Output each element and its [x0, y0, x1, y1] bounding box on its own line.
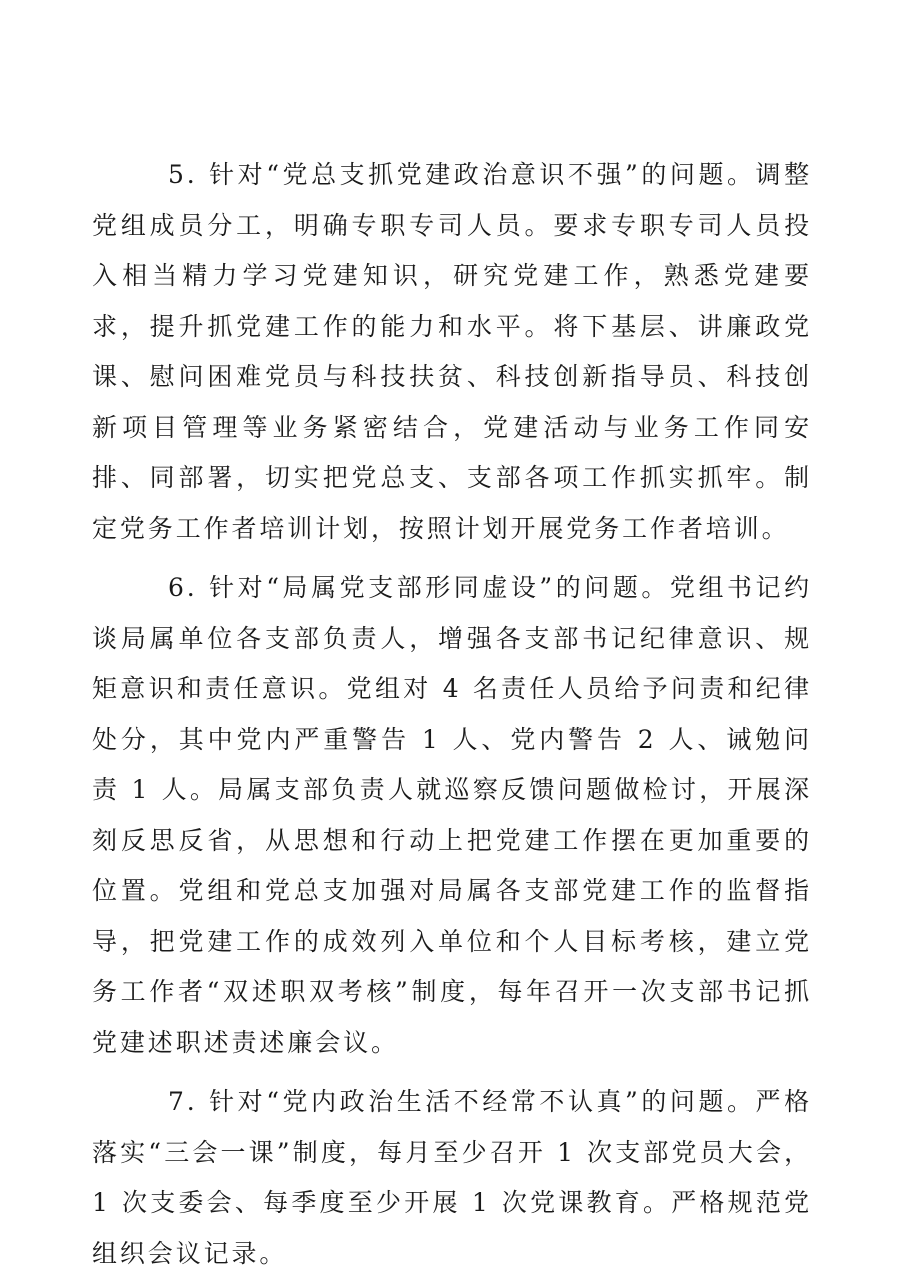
- paragraph-7: 7. 针对“党内政治生活不经常不认真”的问题。严格落实“三会一课”制度，每月至少召开 1 次支部党员大会，1 次支委会、每季度至少开展 1 次党课教育。严格规范党组织会议记录。: [92, 1087, 812, 1268]
- paragraph-6: 6. 针对“局属党支部形同虚设”的问题。党组书记约谈局属单位各支部负责人，增强各支部书记纪律意识、规矩意识和责任意识。党组对 4 名责任人员给予问责和纪律处分，其中党内严重警告 1 人、党内警告 2 人、诫勉问责 1 人。局属支部负责人就巡察反馈问题做检讨，开展深刻反思反省，从思想和行动上把党建工作摆在更加重要的位置。党组和党总支加强对局属各支部党建工作的监督指导，把党建工作的成效列入单位和个人目标考核，建立党务工作者“双述职双考核”制度，每年召开一次支部书记抓党建述职述责述廉会议。: [92, 573, 812, 1057]
- document-body: [92, 150, 812, 1279]
- paragraph-5: 5. 针对“党总支抓党建政治意识不强”的问题。调整党组成员分工，明确专职专司人员。要求专职专司人员投入相当精力学习党建知识，研究党建工作，熟悉党建要求，提升抓党建工作的能力和水平。将下基层、讲廉政党课、慰问困难党员与科技扶贫、科技创新指导员、科技创新项目管理等业务紧密结合，党建活动与业务工作同安排、同部署，切实把党总支、支部各项工作抓实抓牢。制定党务工作者培训计划，按照计划开展党务工作者培训。: [92, 160, 812, 543]
